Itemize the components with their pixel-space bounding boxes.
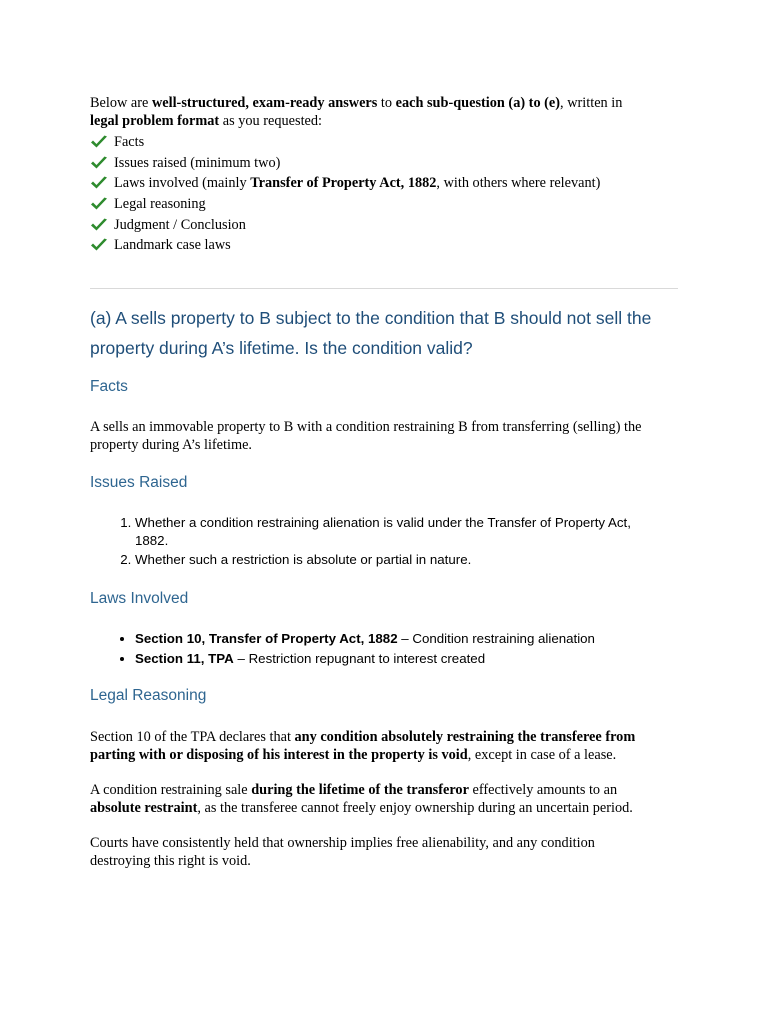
checklist-label: Landmark case laws: [114, 237, 231, 254]
checklist-label: Laws involved (mainly Transfer of Property Act, 1882, with others where relevant): [114, 175, 601, 192]
checkmark-icon: [90, 135, 108, 149]
checkmark-icon: [90, 238, 108, 252]
checklist: [90, 132, 678, 256]
reasoning-paragraph: Section 10 of the TPA declares that any condition absolutely restraining the transferee from parting with or disposing of his interest in the property is void, except in case of a lease.: [90, 729, 636, 764]
list-item: 2. Whether such a restriction is absolute or partial in nature.: [135, 551, 678, 570]
checklist-label: Legal reasoning: [114, 196, 206, 213]
question-heading: (a) A sells property to B subject to the condition that B should not sell the property during A’s lifetime. Is the condition valid?: [90, 307, 652, 358]
checkmark-icon: [90, 156, 108, 170]
list-item: • Section 11, TPA – Restriction repugnant to interest created: [135, 649, 678, 669]
checklist-label: Facts: [114, 134, 145, 151]
section-heading-reasoning: Legal Reasoning: [90, 687, 207, 705]
intro-bold: well-structured, exam-ready answers: [151, 95, 378, 111]
intro-bold: each sub-question (a) to (e): [395, 95, 561, 111]
checklist-label: Judgment / Conclusion: [114, 216, 246, 233]
laws-list: [90, 629, 678, 668]
checkmark-icon: [90, 218, 108, 232]
intro-text: as you requested:: [219, 113, 323, 129]
checklist-item: [90, 214, 678, 235]
checklist-item: [90, 235, 678, 256]
list-item: 1. Whether a condition restraining alienation is valid under the Transfer of Property Act, 1882.: [135, 514, 678, 551]
checklist-item: [90, 153, 678, 174]
intro-paragraph: [90, 94, 678, 130]
intro-text: Below are: [90, 95, 152, 111]
reasoning-paragraph: A condition restraining sale during the lifetime of the transferor effectively amounts to an absolute restraint, as the transferee cannot freely enjoy ownership during an uncertain period.: [90, 782, 633, 817]
facts-paragraph: A sells an immovable property to B with a condition restraining B from transferring (selling) the property during A’s lifetime.: [90, 418, 642, 453]
document-page: [90, 94, 678, 870]
reasoning-paragraph: Courts have consistently held that ownership implies free alienability, and any condition destroying this right is void.: [90, 835, 595, 870]
section-heading-issues: Issues Raised: [90, 473, 188, 491]
intro-text: to: [377, 95, 396, 111]
checkmark-icon: [90, 197, 108, 211]
section-heading-facts: Facts: [90, 377, 128, 395]
checklist-item: [90, 194, 678, 215]
horizontal-divider: [90, 288, 678, 289]
intro-bold: legal problem format: [90, 113, 220, 129]
checkmark-icon: [90, 176, 108, 190]
section-heading-laws: Laws Involved: [90, 590, 189, 608]
checklist-item: [90, 173, 678, 194]
intro-text: , written in: [560, 95, 623, 111]
issues-list: [90, 514, 678, 570]
checklist-item: [90, 132, 678, 153]
list-item: • Section 10, Transfer of Property Act, 1882 – Condition restraining alienation: [135, 629, 678, 649]
checklist-label: Issues raised (minimum two): [114, 154, 281, 171]
